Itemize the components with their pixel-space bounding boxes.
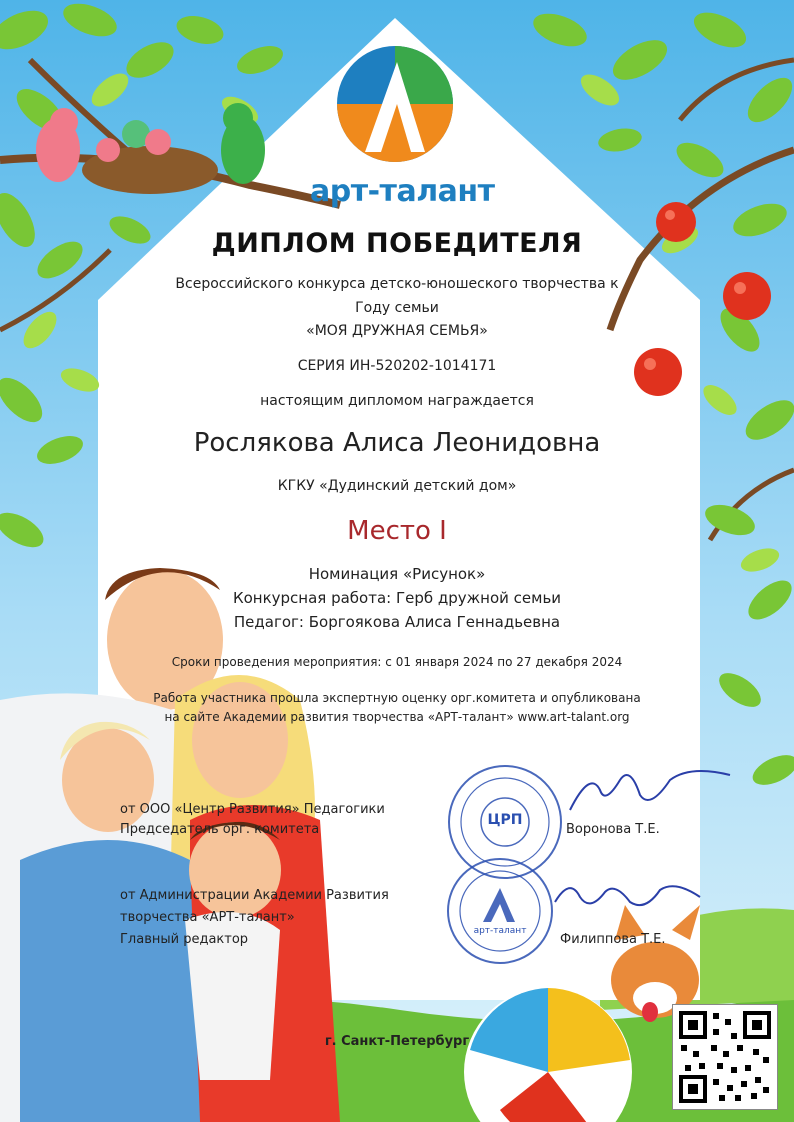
signer2-line-2: творчества «АРТ-талант» [120,910,295,925]
event-dates: Сроки проведения мероприятия: с 01 января 2024 по 27 декабря 2024 [171,655,623,669]
signer2-name: Филиппова Т.Е. [560,932,666,947]
recipient-name: Рослякова Алиса Леонидовна [193,428,601,458]
brand-logo-icon [333,42,458,167]
stamp-crp-text: ЦРП [487,812,523,828]
signer1-name: Воронова Т.Е. [566,822,660,837]
stamp-art-talant-icon [445,856,555,966]
signature-2 [550,872,710,922]
signature-1 [560,760,740,820]
review-line-2: на сайте Академии развития творчества «АРТ-талант» www.art-talant.org [164,710,630,724]
contest-line-1: Всероссийского конкурса детско-юношеского творчества к [175,276,619,292]
nomination: Номинация «Рисунок» [308,565,486,583]
review-line-1: Работа участника прошла экспертную оценку орг.комитета и опубликована [153,691,641,705]
brand-name: арт-талант [310,174,495,209]
diploma-title: ДИПЛОМ ПОБЕДИТЕЛЯ [211,228,583,259]
contest-name: «МОЯ ДРУЖНАЯ СЕМЬЯ» [306,323,488,339]
brand-logo [333,42,458,167]
signer2-line-1: от Администрации Академии Развития [120,888,389,903]
stamp-art-talant [445,856,555,966]
signer2-line-3: Главный редактор [120,932,249,947]
signer1-line-1: от ООО «Центр Развития» Педагогики [120,802,385,817]
awarded-text: настоящим дипломом награждается [260,393,534,409]
qr-code-icon [673,1005,777,1109]
place: Место I [347,516,447,546]
city: г. Санкт-Петербург [324,1034,470,1049]
teacher: Педагог: Боргоякова Алиса Геннадьевна [233,613,561,631]
qr-code[interactable] [672,1004,778,1110]
organization: КГКУ «Дудинский детский дом» [277,478,517,494]
stamp-art-talant-text: арт-талант [473,926,527,936]
contest-line-2: Году семьи [355,300,439,316]
signer1-line-2: Председатель орг. комитета [120,822,320,837]
work-title: Конкурсная работа: Герб дружной семьи [232,589,562,607]
series-number: СЕРИЯ ИН-520202-1014171 [297,358,497,374]
